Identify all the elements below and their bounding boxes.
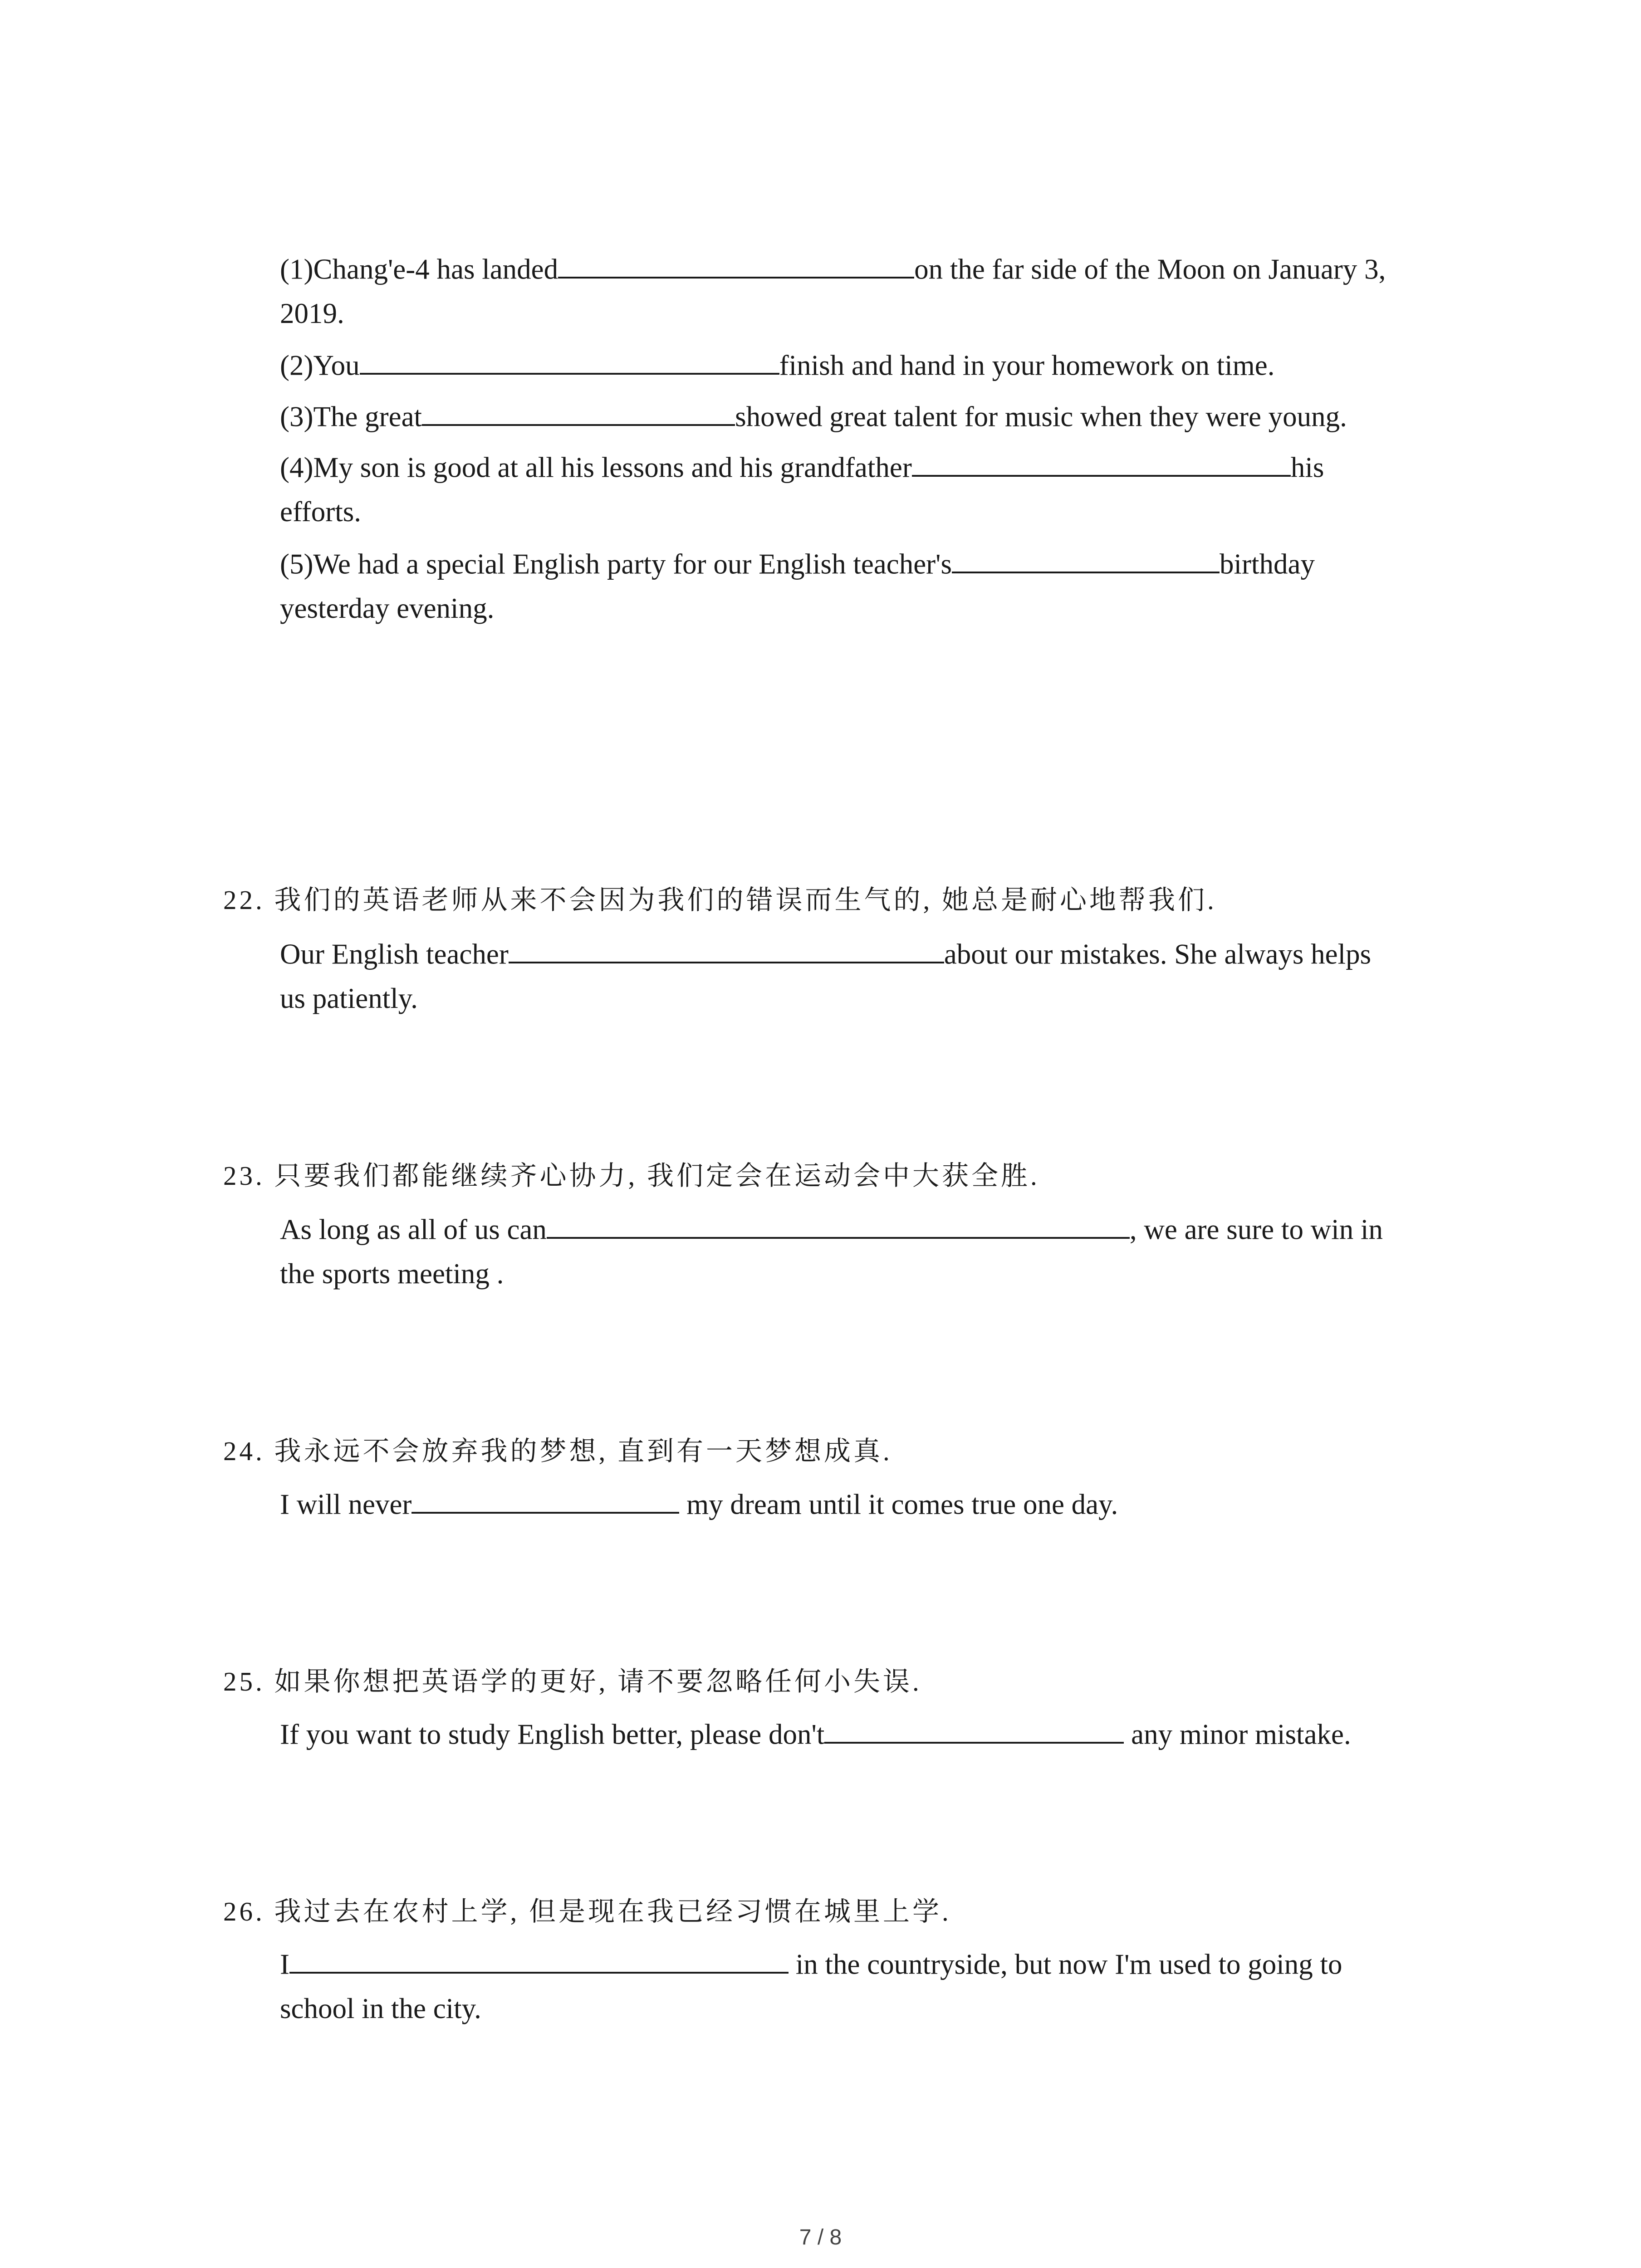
question-25-line-1 bbox=[280, 1719, 1351, 1749]
question-25-text-b: any minor mistake. bbox=[1124, 1718, 1351, 1750]
question-26-blank[interactable] bbox=[289, 1949, 789, 1974]
item-4-line-1 bbox=[280, 452, 1324, 482]
question-23-text-b: , we are sure to win in bbox=[1129, 1213, 1383, 1246]
item-3-line-1 bbox=[280, 401, 1347, 431]
question-22-chinese: 我们的英语老师从来不会因为我们的错误而生气的, 她总是耐心地帮我们. bbox=[274, 885, 1217, 915]
question-24-text-b: my dream until it comes true one day. bbox=[679, 1488, 1118, 1520]
question-23-text-a: As long as all of us can bbox=[280, 1213, 547, 1246]
page-number: 7 / 8 bbox=[799, 2225, 842, 2249]
question-23-chinese: 只要我们都能继续齐心协力, 我们定会在运动会中大获全胜. bbox=[274, 1161, 1040, 1191]
question-25-chinese: 如果你想把英语学的更好, 请不要忽略任何小失误. bbox=[274, 1667, 922, 1696]
item-3-text-a: (3)The great bbox=[280, 401, 422, 433]
answer-blank-1[interactable] bbox=[558, 254, 914, 279]
question-25-blank[interactable] bbox=[824, 1719, 1124, 1744]
item-4-text-a: (4)My son is good at all his lessons and his grandfather bbox=[280, 451, 912, 484]
question-24-text-a: I will never bbox=[280, 1488, 412, 1520]
question-26-text-a: I bbox=[280, 1948, 289, 1980]
item-5-text-b: birthday bbox=[1220, 548, 1315, 580]
question-22-blank[interactable] bbox=[509, 939, 944, 963]
item-5-line-2 bbox=[280, 594, 494, 623]
question-26-line-1 bbox=[280, 1949, 1342, 1979]
question-24-number: 24. bbox=[223, 1436, 265, 1466]
question-26-text-c: school in the city. bbox=[280, 1993, 481, 2024]
question-23-prompt bbox=[223, 1163, 1040, 1189]
item-2-text-b: finish and hand in your homework on time. bbox=[779, 349, 1275, 381]
question-22-number: 22. bbox=[223, 885, 265, 915]
item-4-text-c: efforts. bbox=[280, 496, 362, 528]
answer-blank-3[interactable] bbox=[422, 401, 735, 426]
question-24-chinese: 我永远不会放弃我的梦想, 直到有一天梦想成真. bbox=[274, 1436, 892, 1466]
question-22-text-b: about our mistakes. She always helps bbox=[944, 938, 1372, 970]
question-22-prompt bbox=[223, 887, 1217, 914]
item-3-text-b: showed great talent for music when they were young. bbox=[735, 401, 1347, 433]
item-1-line-1 bbox=[280, 254, 1386, 284]
item-5-text-c: yesterday evening. bbox=[280, 592, 495, 624]
question-26-prompt bbox=[223, 1898, 951, 1925]
question-22-line-1 bbox=[280, 939, 1371, 968]
question-24-line-1 bbox=[280, 1489, 1118, 1519]
answer-blank-5[interactable] bbox=[952, 549, 1220, 573]
question-22-text-c: us patiently. bbox=[280, 982, 418, 1014]
question-25-text-a: If you want to study English better, please don't bbox=[280, 1718, 825, 1750]
question-26-chinese: 我过去在农村上学, 但是现在我已经习惯在城里上学. bbox=[274, 1897, 951, 1926]
item-1-line-2 bbox=[280, 299, 344, 328]
question-25-prompt bbox=[223, 1668, 922, 1695]
question-23-line-2 bbox=[280, 1260, 504, 1288]
question-23-text-c: the sports meeting . bbox=[280, 1258, 504, 1290]
question-22-text-a: Our English teacher bbox=[280, 938, 509, 970]
item-2-line-1 bbox=[280, 350, 1274, 380]
question-26-text-b: in the countryside, but now I'm used to going to bbox=[788, 1948, 1342, 1980]
item-5-text-a: (5)We had a special English party for our English teacher's bbox=[280, 548, 952, 580]
question-24-prompt bbox=[223, 1438, 892, 1465]
item-1-text-b: on the far side of the Moon on January 3, bbox=[914, 253, 1386, 285]
answer-blank-2[interactable] bbox=[360, 350, 779, 375]
question-23-line-1 bbox=[280, 1214, 1383, 1244]
question-23-number: 23. bbox=[223, 1161, 265, 1191]
item-1-text-c: 2019. bbox=[280, 298, 344, 329]
question-26-number: 26. bbox=[223, 1897, 265, 1926]
item-5-line-1 bbox=[280, 549, 1315, 578]
item-1-text-a: (1)Chang'e-4 has landed bbox=[280, 253, 558, 285]
question-22-line-2 bbox=[280, 984, 418, 1013]
item-2-text-a: (2)You bbox=[280, 349, 360, 381]
answer-blank-4[interactable] bbox=[912, 452, 1291, 477]
question-25-number: 25. bbox=[223, 1667, 265, 1696]
question-24-blank[interactable] bbox=[411, 1489, 679, 1514]
item-4-line-2 bbox=[280, 498, 361, 526]
question-23-blank[interactable] bbox=[547, 1214, 1130, 1239]
item-4-text-b: his bbox=[1290, 451, 1324, 484]
question-26-line-2 bbox=[280, 1994, 481, 2023]
